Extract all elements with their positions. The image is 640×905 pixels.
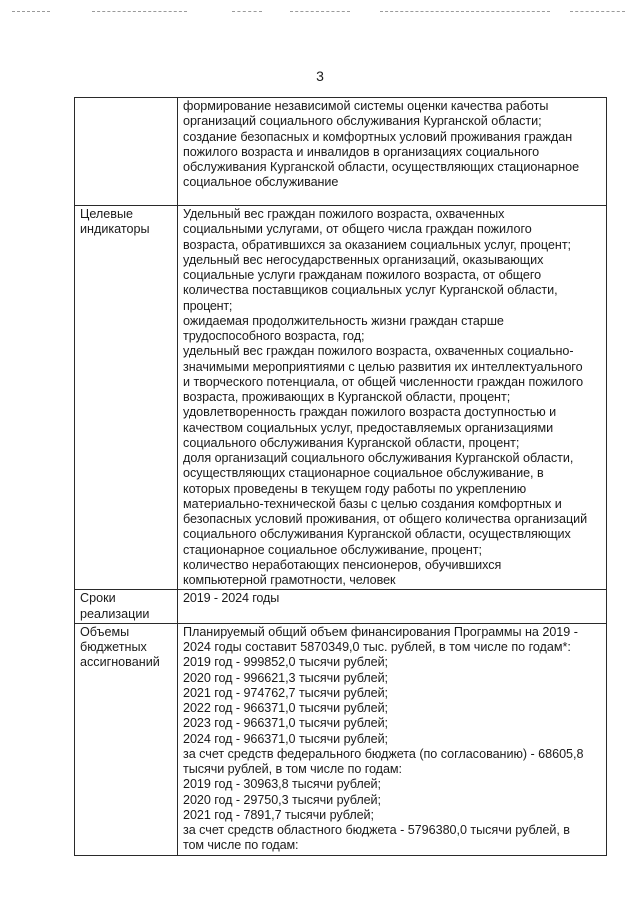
- content-line: социального обслуживания Курганской области, процент;: [183, 435, 520, 450]
- table-row: [75, 590, 607, 624]
- row-content: [178, 98, 607, 206]
- row-label-line: Целевые: [80, 207, 134, 221]
- content-line: за счет средств областного бюджета - 5796380,0 тысячи рублей, в: [183, 823, 570, 837]
- table-row: [75, 98, 607, 206]
- content-line: безопасных условий проживания, от общего количества организаций: [183, 512, 588, 526]
- row-content: [178, 590, 607, 624]
- content-line: значимыми мероприятиями с целью развития их интеллектуального: [183, 359, 583, 374]
- content-line: 2019 год - 30963,8 тысячи рублей;: [183, 777, 381, 792]
- content-line: возраста, обратившихся за оказанием социальных услуг, процент;: [183, 237, 572, 252]
- content-line: 2024 год - 966371,0 тысячи рублей;: [183, 731, 388, 746]
- content-line: социальные услуги гражданам пожилого возраста, от общего: [183, 268, 542, 282]
- row-label-line: реализации: [80, 606, 150, 621]
- passport-table: [74, 97, 607, 856]
- content-line: качеством социальных услуг, предоставляемых организациями: [183, 420, 554, 435]
- row-content: [178, 206, 607, 590]
- content-line: материально-технической базы с целью создания комфортных и: [183, 496, 562, 511]
- row-label-line: индикаторы: [80, 222, 150, 237]
- content-line: тысячи рублей, в том числе по годам:: [183, 762, 402, 776]
- content-line: которых проведены в текущем году работы по укреплению: [183, 481, 527, 496]
- content-line: 2021 год - 7891,7 тысячи рублей;: [183, 807, 374, 822]
- content-line: количества поставщиков социальных услуг Курганской области,: [183, 283, 558, 298]
- row-label-line: Объемы: [80, 624, 130, 639]
- content-line: 2024 годы составит 5870349,0 тыс. рублей, в том числе по годам*:: [183, 640, 571, 654]
- content-line: 2020 год - 996621,3 тысячи рублей;: [183, 670, 388, 685]
- content-line: трудоспособного возраста, год;: [183, 329, 365, 343]
- row-label: [75, 98, 178, 206]
- content-line: 2023 год - 966371,0 тысячи рублей;: [183, 716, 388, 731]
- content-line: 2021 год - 974762,7 тысячи рублей;: [183, 685, 388, 700]
- content-line: удовлетворенность граждан пожилого возраста доступностью и: [183, 405, 557, 420]
- content-line: организаций социального обслуживания Курганской области;: [183, 114, 542, 129]
- content-line: возраста, проживающих в Курганской области, процент;: [183, 390, 511, 404]
- row-label-line: Сроки: [80, 591, 116, 606]
- row-label: [75, 623, 178, 855]
- row-content: [178, 623, 607, 855]
- content-line: 2022 год - 966371,0 тысячи рублей;: [183, 701, 388, 715]
- content-line: 2019 год - 999852,0 тысячи рублей;: [183, 655, 388, 670]
- row-label: [75, 206, 178, 590]
- content-line: и творческого потенциала, от общей численности граждан пожилого: [183, 374, 584, 389]
- content-line: количество неработающих пенсионеров, обучившихся: [183, 557, 502, 572]
- content-line: пожилого возраста и инвалидов в организациях социального: [183, 144, 540, 159]
- content-line: 2019 - 2024 годы: [183, 591, 280, 606]
- row-label-line: бюджетных: [80, 640, 147, 654]
- content-line: стационарное социальное обслуживание, процент;: [183, 542, 482, 557]
- table-row: [75, 206, 607, 590]
- content-line: социальными услугами, от общего числа граждан пожилого: [183, 222, 532, 237]
- content-line: компьютерной грамотности, человек: [183, 573, 396, 587]
- content-line: формирование независимой системы оценки качества работы: [183, 99, 549, 113]
- page-number: 3: [316, 68, 324, 84]
- row-label-line: ассигнований: [80, 655, 160, 670]
- row-label: [75, 590, 178, 624]
- content-line: удельный вес граждан пожилого возраста, охваченных социально-: [183, 344, 574, 359]
- content-line: социального обслуживания Курганской области, осуществляющих: [183, 527, 571, 542]
- content-line: за счет средств федерального бюджета (по согласованию) - 68605,8: [183, 746, 584, 761]
- content-line: Удельный вес граждан пожилого возраста, охваченных: [183, 207, 505, 221]
- content-line: удельный вес негосударственных организаций, оказывающих: [183, 252, 544, 267]
- content-line: ожидаемая продолжительность жизни граждан старше: [183, 313, 504, 328]
- content-line: 2020 год - 29750,3 тысячи рублей;: [183, 792, 381, 807]
- content-line: обслуживания Курганской области, осуществляющих стационарное: [183, 160, 580, 174]
- content-line: социальное обслуживание: [183, 175, 339, 190]
- table-row: [75, 623, 607, 855]
- content-line: доля организаций социального обслуживания Курганской области,: [183, 451, 574, 465]
- content-line: том числе по годам:: [183, 838, 299, 853]
- content-line: создание безопасных и комфортных условий проживания граждан: [183, 129, 573, 144]
- content-line: Планируемый общий объем финансирования Программы на 2019 -: [183, 624, 578, 639]
- content-line: осуществляющих стационарное социальное обслуживание, в: [183, 466, 544, 481]
- content-line: процент;: [183, 298, 233, 313]
